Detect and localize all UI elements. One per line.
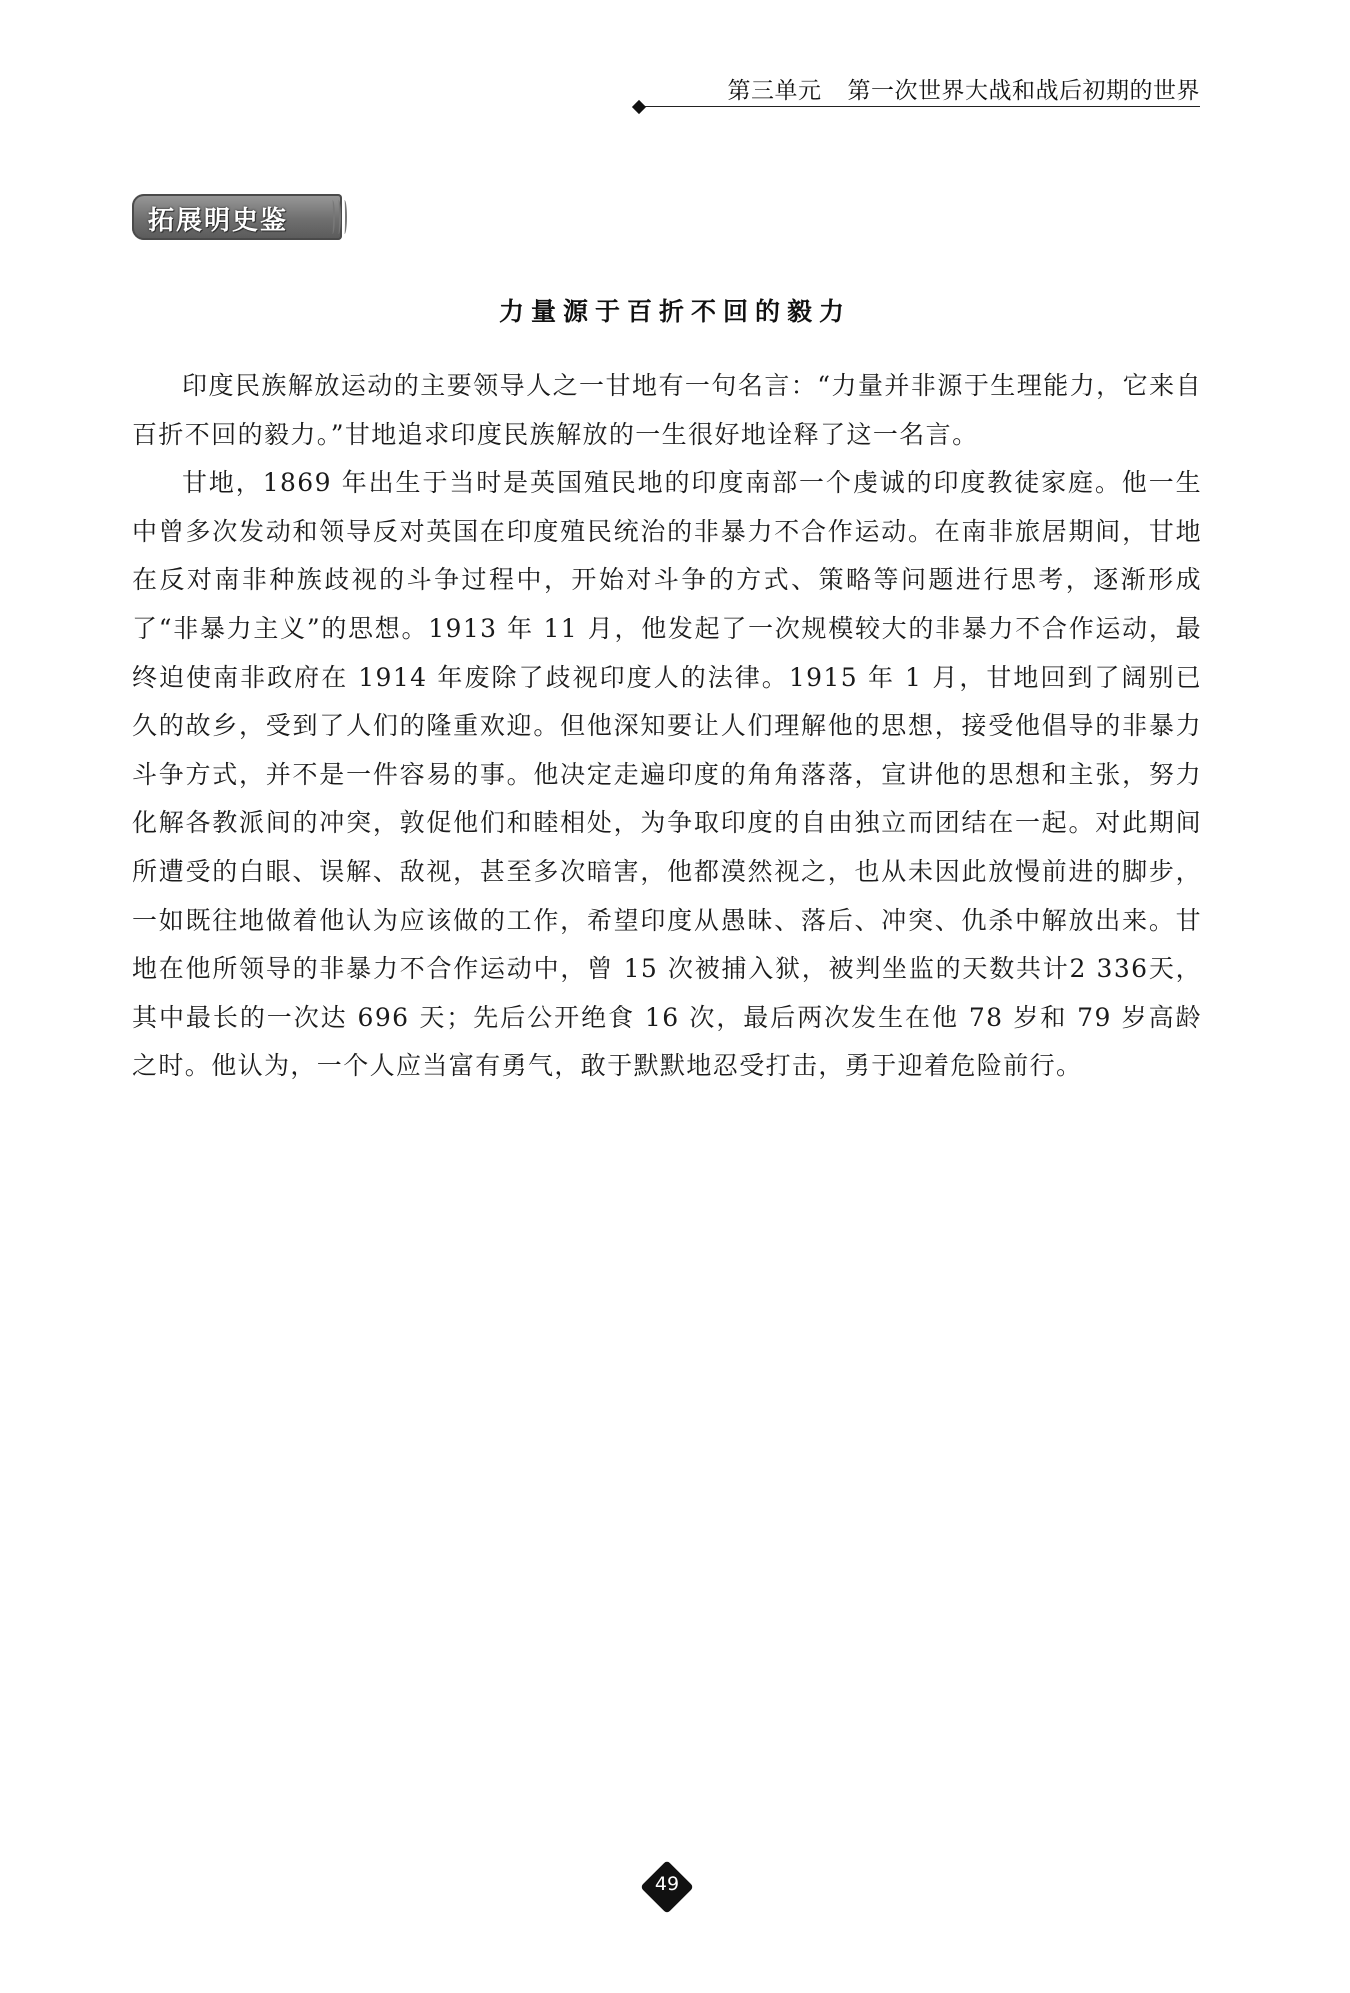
article-body: [132, 362, 1202, 1091]
header-title: 第一次世界大战和战后初期的世界: [847, 78, 1200, 104]
header-diamond-icon: [632, 100, 646, 114]
paragraph-2: 甘地，1869 年出生于当时是英国殖民地的印度南部一个虔诚的印度教徒家庭。他一生中曾多次发动和领导反对英国在印度殖民统治的非暴力不合作运动。在南非旅居期间，甘地在反对南非种族歧视的斗争过程中，开始对斗争的方式、策略等问题进行思考，逐渐形成了“非暴力主义”的思想。1913 年 11 月，他发起了一次规模较大的非暴力不合作运动，最终迫使南非政府在 1914 年废除了歧视印度人的法律。1915 年 1 月，甘地回到了阔别已久的故乡，受到了人们的隆重欢迎。但他深知要让人们理解他的思想，接受他倡导的非暴力斗争方式，并不是一件容易的事。他决定走遍印度的角角落落，宣讲他的思想和主张，努力化解各教派间的冲突，敦促他们和睦相处，为争取印度的自由独立而团结在一起。对此期间所遭受的白眼、误解、敌视，甚至多次暗害，他都漠然视之，也从未因此放慢前进的脚步，一如既往地做着他认为应该做的工作，希望印度从愚昧、落后、冲突、仇杀中解放出来。甘地在他所领导的非暴力不合作运动中，曾 15 次被捕入狱，被判坐监的天数共计2 336天，其中最长的一次达 696 天；先后公开绝食 16 次，最后两次发生在他 78 岁和 79 岁高龄之时。他认为，一个人应当富有勇气，敢于默默地忍受打击，勇于迎着危险前行。: [132, 468, 1202, 1081]
article-title: 力量源于百折不回的毅力: [498, 297, 851, 326]
running-header: [640, 70, 1200, 107]
paragraph-1: 印度民族解放运动的主要领导人之一甘地有一句名言：“力量并非源于生理能力，它来自百折不回的毅力。”甘地追求印度民族解放的一生很好地诠释了这一名言。: [132, 371, 1202, 449]
section-badge-label: 拓展明史鉴: [148, 206, 289, 236]
header-unit: 第三单元: [727, 78, 822, 104]
header-text: [728, 72, 1201, 105]
badge-stripes-icon: [330, 196, 354, 238]
page-number-badge: [640, 1860, 694, 1914]
page-number: 49: [654, 1873, 680, 1895]
section-badge: [132, 194, 342, 240]
